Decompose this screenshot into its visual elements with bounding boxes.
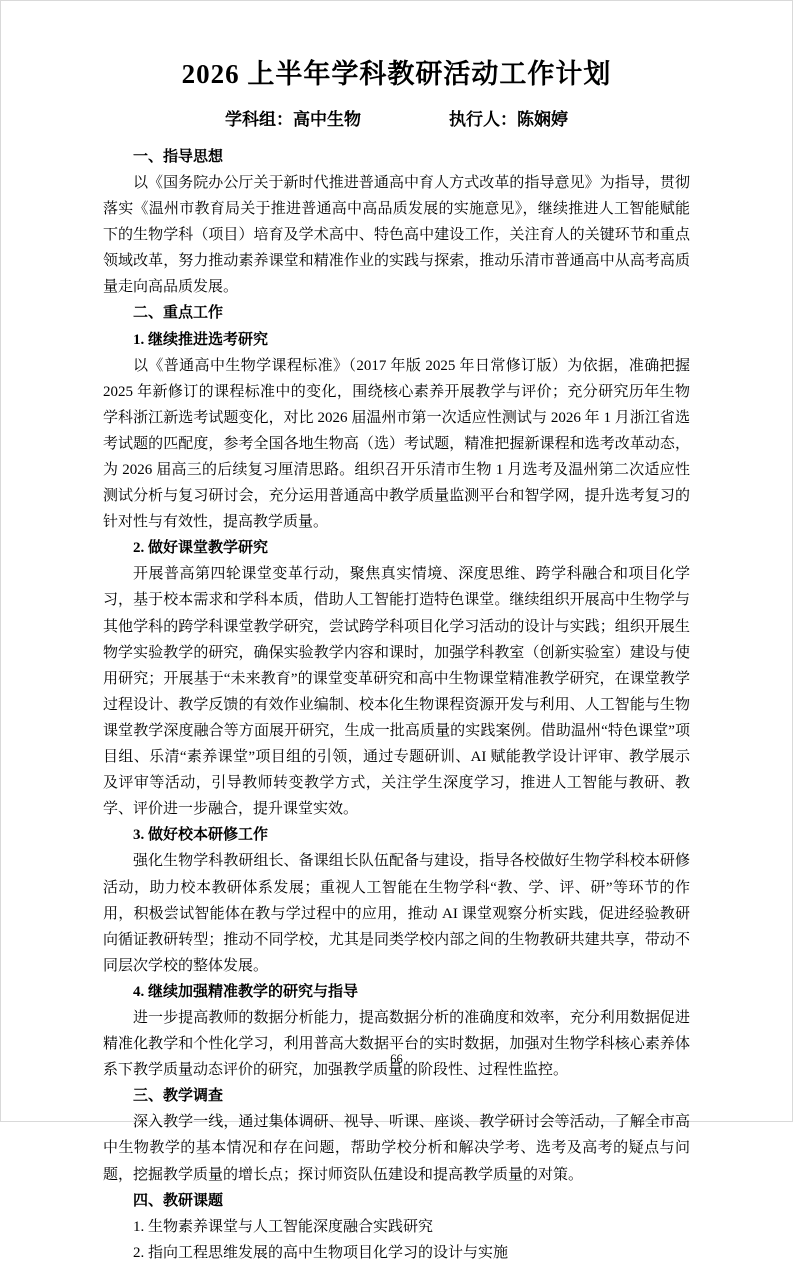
- executor: [449, 108, 568, 132]
- section-heading-guiding-ideology: 一、指导思想: [133, 148, 224, 165]
- paragraph-classroom-teaching: 开展普高第四轮课堂变革行动，聚焦真实情境、深度思维、跨学科融合和项目化学习，基于校本需求和学科本质，借助人工智能打造特色课堂。继续组织开展高中生物学与其他学科的跨学科课堂教学研究，尝试跨学科项目化学习活动的设计与实践；组织开展生物学实验教学的研究，确保实验教学内容和课时，加强学科教室（创新实验室）建设与使用研究；开展基于“未来教育”的课堂变革研究和高中生物课堂精准教学研究，在课堂教学过程设计、教学反馈的有效作业编制、校本化生物课程资源开发与利用、人工智能与生物课堂教学深度融合等方面展开研究，生成一批高质量的实践案例。借助温州“特色课堂”项目组、乐清“素养课堂”项目组的引领，通过专题研训、AI 赋能教学设计评审、教学展示及评审等活动，引导教师转变教学方式，关注学生深度学习，推进人工智能与教研、教学、评价进一步融合，提升课堂实效。: [103, 566, 690, 818]
- research-topic-item-2: 2. 指向工程思维发展的高中生物项目化学习的设计与实施: [133, 1244, 509, 1261]
- executor-label: 执行人：: [449, 110, 517, 130]
- section-heading-teaching-survey: 三、教学调查: [133, 1088, 224, 1105]
- subsection-heading-classroom-teaching: 2. 做好课堂教学研究: [133, 540, 269, 557]
- executor-value: 陈娴婷: [517, 110, 568, 130]
- paragraph-teaching-survey: 深入教学一线，通过集体调研、视导、听课、座谈、教学研讨会等活动，了解全市高中生物教学的基本情况和存在问题，帮助学校分析和解决学考、选考及高考的疑点与问题，挖掘教学质量的增长点；探讨师资队伍建设和提高教学质量的对策。: [103, 1114, 690, 1183]
- subsection-heading-exam-research: 1. 继续推进选考研究: [133, 331, 269, 348]
- subject-group-value: 高中生物: [293, 110, 361, 130]
- page-title: 2026 上半年学科教研活动工作计划: [181, 59, 612, 89]
- document-meta: [103, 108, 690, 132]
- paragraph-exam-research: 以《普通高中生物学课程标准》（2017 年版 2025 年日常修订版）为依据，准确把握 2025 年新修订的课程标准中的变化，围绕核心素养开展教学与评价；充分研究历年生物学科浙江新选考试题变化，对比 2026 届温州市第一次适应性测试与 2026 年 1 月浙江省选考试题的匹配度，参考全国各地生物高（选）考试题，精准把握新课程和选考改革动态，为 2026 届高三的后续复习厘清思路。组织召开乐清市生物 1 月选考及温州第二次适应性测试分析与复习研讨会，充分运用普通高中教学质量监测平台和智学网，提升选考复习的针对性与有效性，提高教学质量。: [103, 357, 690, 531]
- research-topic-item-1: 1. 生物素养课堂与人工智能深度融合实践研究: [133, 1218, 434, 1235]
- page-number: 66: [390, 1052, 403, 1066]
- section-heading-research-topics: 四、教研课题: [133, 1192, 224, 1209]
- subject-group-label: 学科组：: [225, 110, 293, 130]
- subject-group: [225, 108, 361, 132]
- section-heading-key-work: 二、重点工作: [133, 305, 224, 322]
- subsection-heading-precision-teaching: 4. 继续加强精准教学的研究与指导: [133, 983, 359, 1000]
- paragraph-guiding-ideology: 以《国务院办公厅关于新时代推进普通高中育人方式改革的指导意见》为指导，贯彻落实《温州市教育局关于推进普通高中高品质发展的实施意见》，继续推进人工智能赋能下的生物学科（项目）培育及学术高中、特色高中建设工作，关注育人的关键环节和重点领域改革，努力推动素养课堂和精准作业的实践与探索，推动乐清市普通高中从高考高质量走向高品质发展。: [103, 174, 690, 296]
- subsection-heading-school-based-training: 3. 做好校本研修工作: [133, 827, 269, 844]
- paragraph-precision-teaching: 进一步提高教师的数据分析能力，提高数据分析的准确度和效率，充分利用数据促进精准化教学和个性化学习，利用普高大数据平台的实时数据，加强对生物学科核心素养体系下教学质量动态评价的研究，加强教学质量的阶段性、过程性监控。: [103, 1009, 690, 1079]
- document-body: [103, 144, 690, 1266]
- paragraph-school-based-training: 强化生物学科教研组长、备课组长队伍配备与建设，指导各校做好生物学科校本研修活动，助力校本教研体系发展；重视人工智能在生物学科“教、学、评、研”等环节的作用，积极尝试智能体在教与学过程中的应用，推动 AI 课堂观察分析实践，促进经验教研向循证教研转型；推动不同学校，尤其是同类学校内部之间的生物教研共建共享，带动不同层次学校的整体发展。: [103, 853, 690, 974]
